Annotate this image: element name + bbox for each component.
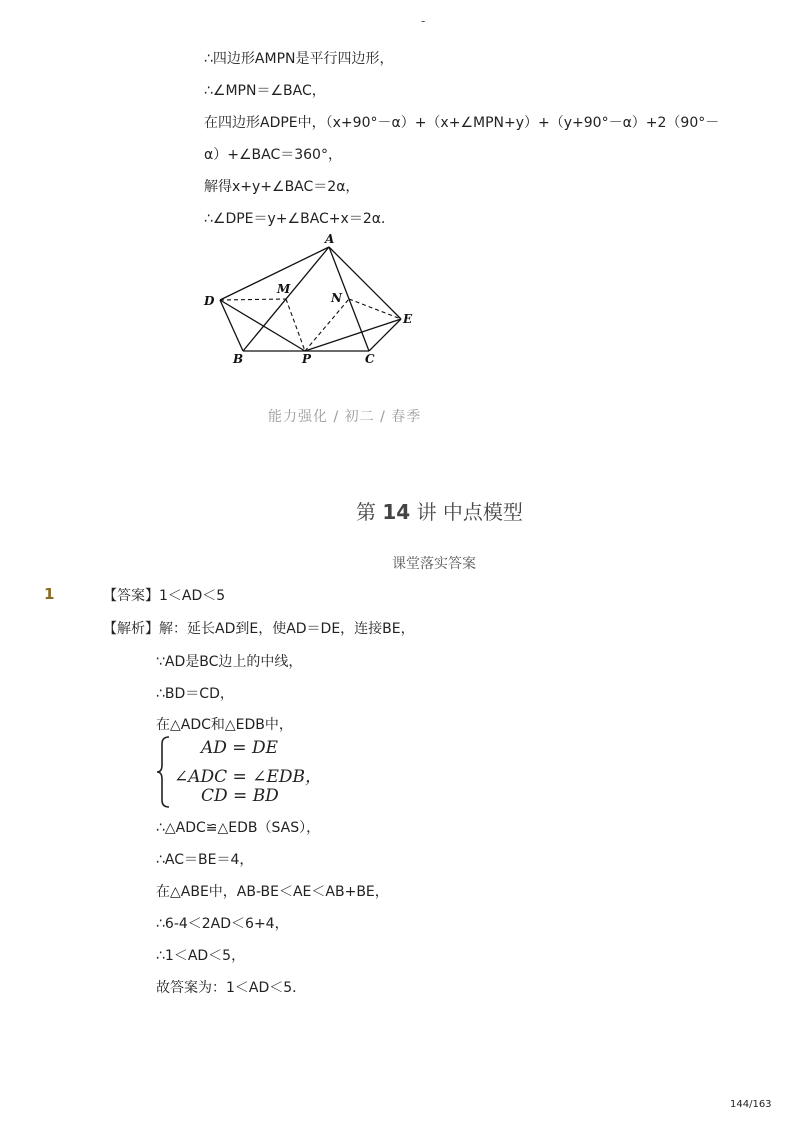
- label-P: P: [302, 352, 312, 366]
- label-A: A: [325, 232, 335, 246]
- page-number: 144/163: [730, 1099, 772, 1110]
- solution-line-4: ∴△ADC≌△EDB（SAS），: [156, 820, 321, 836]
- left-brace-icon: [156, 735, 172, 809]
- proof-line-3: 在四边形ADPE中，（x+90°－α）+（x+∠MPN+y）+（y+90°－α）+2（90°－: [204, 115, 720, 131]
- geometry-figure: [200, 230, 420, 370]
- solution-line-9: 故答案为：1＜AD＜5．: [156, 980, 307, 996]
- title-suffix: 讲 中点模型: [416, 500, 523, 524]
- section-subtitle: 课堂落实答案: [392, 556, 476, 572]
- system-eq-1: AD = DE: [201, 738, 278, 758]
- proof-line-5: 解得x+y+∠BAC＝2α，: [204, 179, 360, 195]
- answer-value: 1＜AD＜5: [159, 588, 226, 604]
- solution-line-1: ∵AD是BC边上的中线，: [156, 654, 303, 670]
- solution-line-8: ∴1＜AD＜5，: [156, 948, 246, 964]
- label-C: C: [365, 352, 375, 366]
- answer-line: [103, 585, 225, 605]
- proof-line-2: ∴∠MPN＝∠BAC，: [204, 83, 326, 99]
- analysis-line: [103, 618, 415, 638]
- proof-line-4: α）+∠BAC＝360°，: [204, 147, 342, 163]
- label-N: N: [331, 291, 342, 305]
- course-footer: 能力强化 / 初二 / 春季: [268, 409, 422, 425]
- title-number: 14: [382, 500, 411, 524]
- question-number: 1: [44, 585, 55, 603]
- solution-line-5: ∴AC＝BE＝4，: [156, 852, 254, 868]
- segment-AD: [220, 247, 329, 300]
- label-E: E: [403, 312, 413, 326]
- label-D: D: [204, 294, 215, 308]
- proof-line-6: ∴∠DPE＝y+∠BAC+x＝2α．: [204, 211, 395, 227]
- equation-system: [156, 735, 356, 809]
- segment-DP: [220, 300, 305, 351]
- label-M: M: [277, 282, 291, 296]
- dashed-MP: [286, 299, 305, 351]
- system-eq-2: ∠ADC = ∠EDB，: [174, 767, 322, 787]
- analysis-tag: 【解析】: [103, 621, 159, 637]
- answer-tag: 【答案】: [103, 588, 159, 604]
- solution-line-7: ∴6-4＜2AD＜6+4，: [156, 916, 289, 932]
- section-title: [356, 496, 523, 525]
- title-prefix: 第: [356, 500, 376, 524]
- dashed-DM: [220, 299, 286, 300]
- dashed-NE: [349, 299, 401, 319]
- solution-line-2: ∴BD＝CD，: [156, 686, 234, 702]
- segment-PE: [305, 319, 401, 351]
- label-B: B: [233, 352, 244, 366]
- system-eq-3: CD = BD: [201, 786, 279, 806]
- proof-line-1: ∴四边形AMPN是平行四边形，: [204, 51, 394, 67]
- analysis-first: 解：延长AD到E，使AD＝DE，连接BE，: [159, 621, 415, 637]
- header-dash: -: [421, 14, 426, 28]
- segment-EA: [329, 247, 401, 319]
- solution-line-6: 在△ABE中，AB-BE＜AE＜AB+BE，: [156, 884, 389, 900]
- solution-line-3: 在△ADC和△EDB中，: [156, 717, 293, 733]
